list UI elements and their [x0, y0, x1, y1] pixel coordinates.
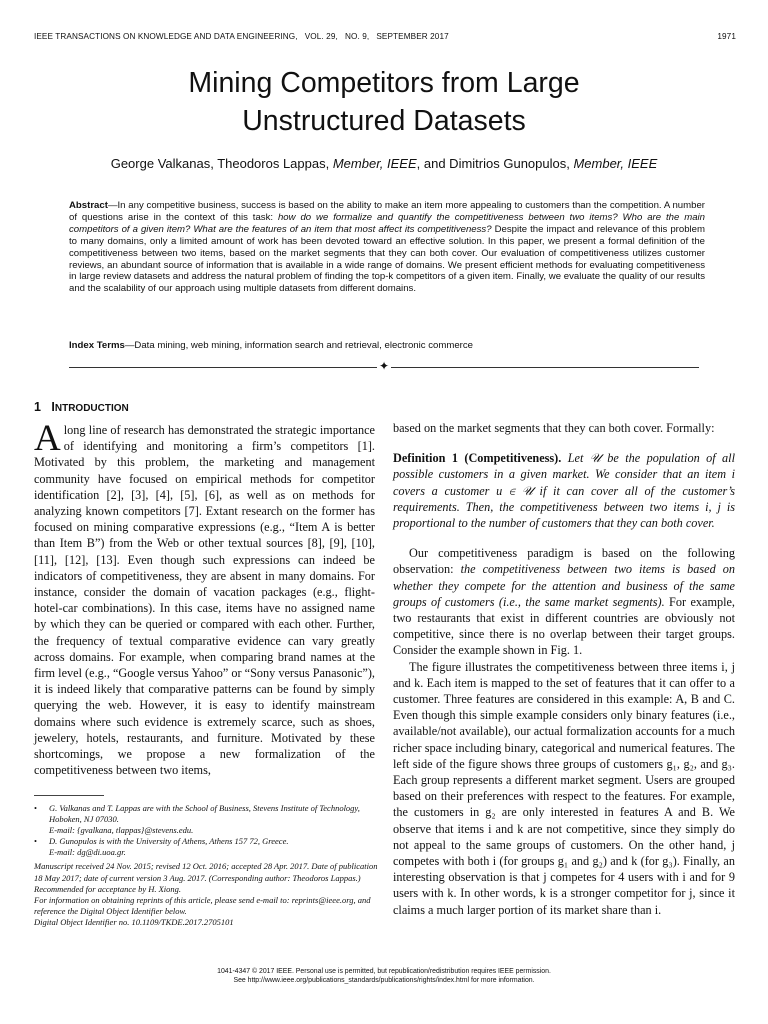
footnote-affiliation-2 — [34, 836, 379, 847]
abstract-dash: — — [107, 200, 118, 211]
copyright-footer — [0, 967, 768, 985]
paradigm-text-a: Our competitiveness paradigm is based on the following observation: — [393, 546, 735, 577]
abstract-text-1: In any competitive business, success is based on the ability to make an item more appealing to customers than the competition. A number of questions arise in the context of this task: — [69, 200, 705, 223]
running-header — [34, 32, 736, 41]
author-names-2: , and Dimitrios Gunopulos, — [416, 156, 574, 171]
footnote-email: E-mail: {gvalkana, tlappas}@stevens.edu. — [49, 825, 194, 836]
definition-block — [393, 450, 735, 531]
abstract — [69, 200, 705, 295]
section-number: 1 — [34, 400, 41, 414]
title-line-2: Unstructured Datasets — [242, 105, 526, 137]
intro-paragraph: long line of research has demonstrated the strategic importance of identifying and monitoring a firm’s competitors [1]. Motivated by this problem, the marketing and management community have focused on empirical methods for competitor identification [2], [3], [4], [5], [6], as well as on methods for analyzing known competitors [7]. Extant research on the former has focused on mining comparative expressions (e.g., “Item A is better than Item B”) from the Web or other textual sources [8], [9], [10], [11], [12], [13]. Even though such expressions can indeed be indicators of competitiveness, they are absent in many domains. For instance, consider the domain of vacation packages (e.g., flight-hotel-car combinations). In this case, items have no assigned name by which they can be queried or compared with each other. Further, the frequency of textual comparative evidence can vary greatly across domains. For example, when comparing brand names at the firm level (e.g., “Google versus Yahoo” or “Sony versus Panasonic”), it is indeed likely that comparative patterns can be found by simply querying the web. However, it is easy to identify mainstream domains where such evidence is extremely scarce, such as shoes, jewelery, hotels, restaurants, and furniture. Motivated by these shortcomings, we propose a new formalization of the competitiveness between two items, — [34, 423, 375, 778]
bullet-icon: • — [34, 803, 37, 813]
paragraph-formally: based on the market segments that they can both cover. Formally: — [393, 421, 715, 435]
page-number: 1971 — [717, 32, 736, 41]
author-list — [0, 156, 768, 171]
index-terms-dash: — — [124, 340, 135, 351]
divider-ornament-icon: ✦ — [378, 359, 390, 373]
abstract-questions: how do we formalize and quantify the competitiveness between two items? Who are the main competitors of a given item? What are the features of an item that most affect its competitiveness? — [69, 211, 706, 235]
definition-label: Definition 1 (Competitiveness). — [393, 451, 562, 466]
footnote-text: G. Valkanas and T. Lappas are with the School of Business, Stevens Institute of Technology, Hoboken, NJ 07030. — [49, 803, 360, 825]
abstract-text-2: Despite the impact and relevance of this problem to many domains, only a limited amount of work has been devoted toward an effective solution. In this paper, we present a formal definition of the competitiveness between two items, based on the market segments that they can both cover. Our evaluation of competitiveness utilizes customer reviews, an abundant source of information that is available in a wide range of domains. We present efficient methods for evaluating competitiveness in large review datasets and address the natural problem of finding the top-k competitors of a given item. Finally, we evaluate the quality of our results and the scalability of our approach using multiple datasets from different domains. — [69, 223, 705, 295]
author-role-2: Member, IEEE — [573, 156, 658, 171]
left-column-body — [34, 418, 375, 778]
footnote-email: E-mail: dg@di.uoa.gr. — [49, 847, 126, 858]
journal-name: IEEE TRANSACTIONS ON KNOWLEDGE AND DATA ENGINEERING, — [34, 32, 298, 41]
manuscript-dates: Manuscript received 24 Nov. 2015; revised 12 Oct. 2016; accepted 28 Apr. 2017. Date of publication 18 May 2017; date of current version 3 Aug. 2017. (Corresponding author: Theodoros Lappas.) — [34, 861, 378, 883]
abstract-label: Abstract — [69, 200, 108, 211]
paragraph-paradigm — [393, 545, 735, 658]
rights-url-line: See http://www.ieee.org/publications_standards/publications/rights/index.html for more information. — [233, 977, 535, 984]
footnote-rule — [34, 795, 104, 796]
section-title-cap: I — [51, 400, 55, 414]
index-terms-text: Data mining, web mining, information search and retrieval, electronic commerce — [134, 340, 473, 351]
journal-date: SEPTEMBER 2017 — [376, 32, 449, 41]
doi: Digital Object Identifier no. 10.1109/TKDE.2017.2705101 — [34, 916, 234, 927]
journal-volume: VOL. 29, — [304, 32, 338, 41]
definition-text: Let 𝒰 be the population of all possible customers in a given market. We consider that an item i covers a customer u ∈ 𝒰 if it can cover all of the customer’s requirements. Then, the competitiveness between two items i, j is proportional to the number of customers that they can both cover. — [393, 451, 735, 531]
author-role: Member, IEEE — [332, 156, 417, 171]
paradigm-observation: the competitiveness between two items is based on whether they compete for the attention and business of the same groups of customers (i.e., the same market segments). — [393, 562, 735, 609]
journal-number: NO. 9, — [344, 32, 370, 41]
footnotes — [34, 803, 379, 928]
section-heading — [34, 400, 129, 414]
author-names: George Valkanas, Theodoros Lappas, — [110, 156, 333, 171]
copyright-line: 1041-4347 © 2017 IEEE. Personal use is permitted, but republication/redistribution requires IEEE permission. — [217, 968, 551, 975]
index-terms — [69, 340, 705, 351]
bullet-icon: • — [34, 836, 37, 847]
title-line-1: Mining Competitors from Large — [188, 67, 580, 99]
recommended-by: Recommended for acceptance by H. Xiong. — [34, 883, 182, 894]
section-title-rest: NTRODUCTION — [54, 403, 129, 414]
right-column-body — [393, 420, 735, 918]
paper-title — [0, 64, 768, 140]
index-terms-label: Index Terms — [69, 340, 125, 351]
drop-cap: A — [34, 418, 61, 459]
footnote-affiliation-1 — [34, 803, 379, 825]
footnote-text: D. Gunopulos is with the University of Athens, Athens 157 72, Greece. — [49, 836, 289, 847]
reprints-info: For information on obtaining reprints of this article, please send e-mail to: reprints@ieee.org, and reference the Digital Object Identifier below. — [34, 894, 371, 916]
paradigm-text-c: For example, two restaurants that exist in different countries are obviously not competitive, since there is no overlap between their target groups. Consider the example shown in Fig. 1. — [393, 594, 735, 658]
paragraph-figure: The figure illustrates the competitiveness between three items i, j and k. Each item is mapped to the set of features that it can offer to a customer. Three features are considered in this example: A, B and C. Even though this simple example considers only binary features (i.e., available/not available), our actual formalization accounts for a much richer space including binary, categorical and numerical features. The left side of the figure shows three groups of customers g₁, g₂, and g₃. Each group represents a different market segment. Users are grouped based on their preferences with respect to the features. For example, the customers in g₂ are only interested in features A and B. We observe that items i and k are not competitive, since they simply do not appeal to the same groups of customers. On the other hand, j competes with both i (for groups g₁ and g₂) and k (for g₃). Finally, an interesting observation is that j competes for 4 users with i and for 9 users with k. In other words, k is a stronger competitor for j, since it claims a much larger portion of its market share than i. — [393, 659, 735, 917]
